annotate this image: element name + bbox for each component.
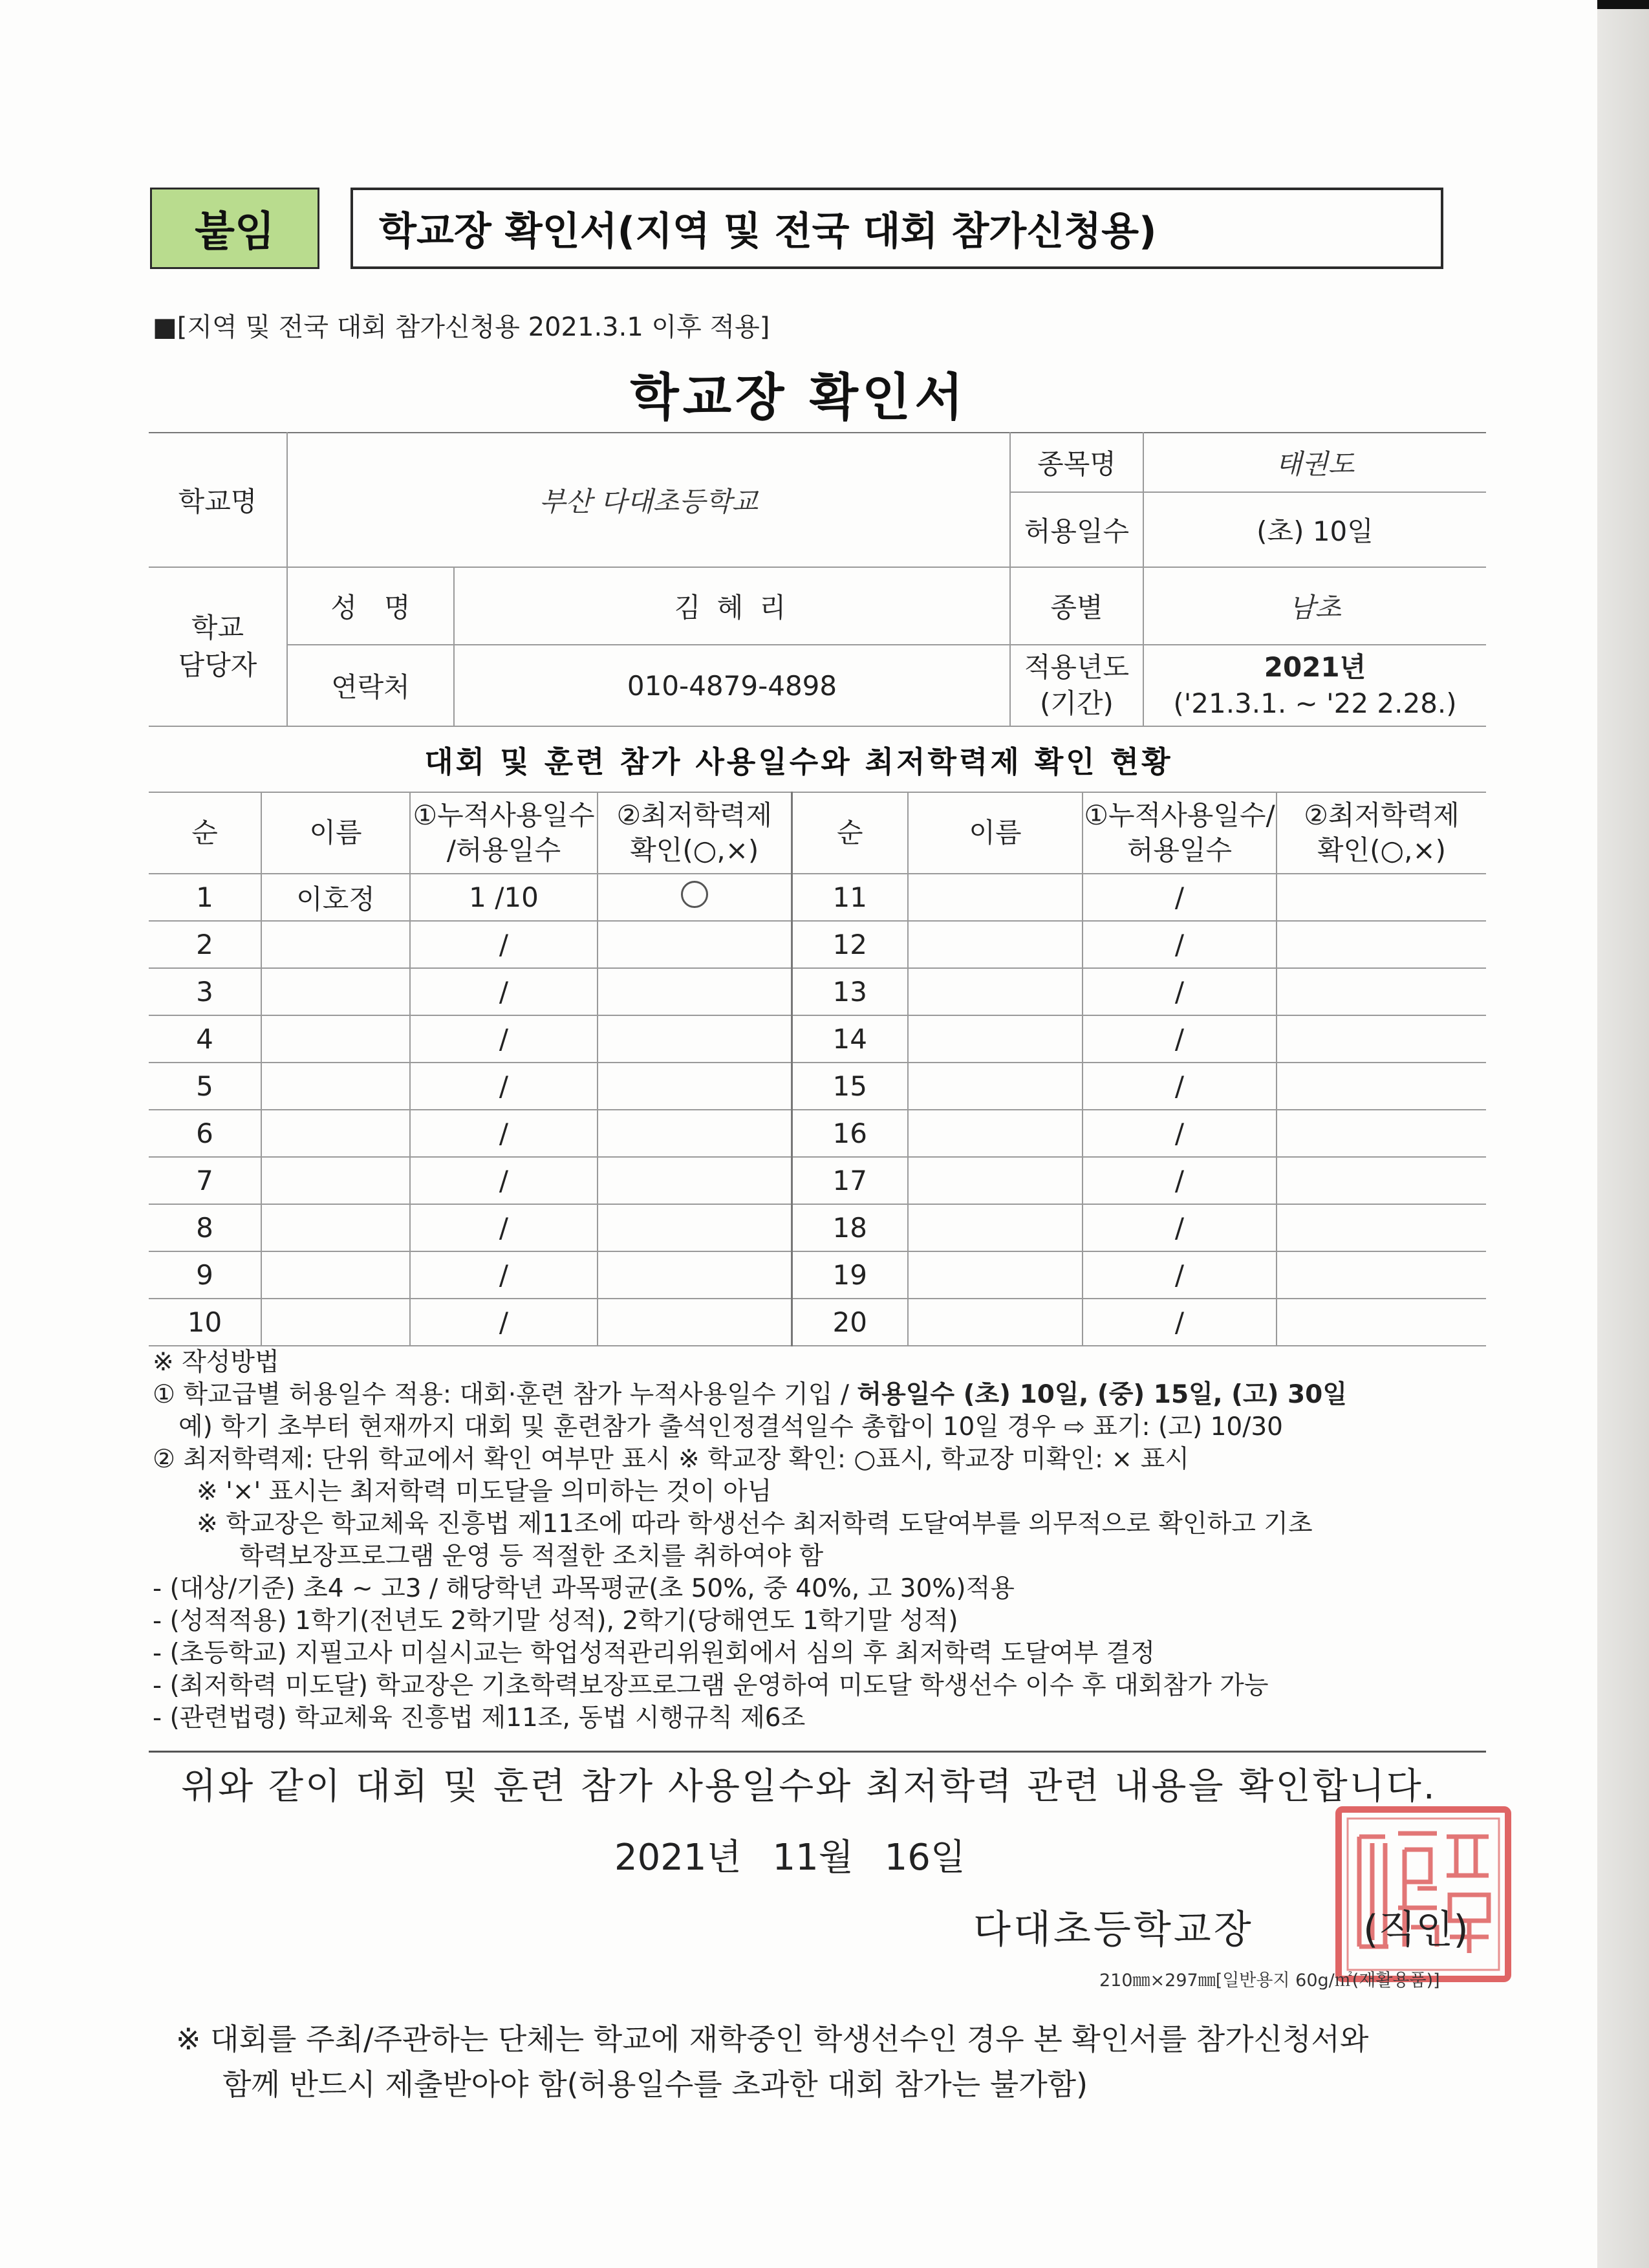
instruction-line: - (대상/기준) 초4 ~ 고3 / 해당학년 과목평균(초 50%, 중 40%, 고 30%)적용 xyxy=(153,1574,1015,1603)
instruction-line: ※ '×' 표시는 최저학력 미도달을 의미하는 것이 아님 xyxy=(197,1477,772,1506)
row-days-left: / xyxy=(410,1157,598,1204)
row-no-right: 20 xyxy=(792,1299,908,1346)
table-body xyxy=(149,874,1486,1346)
table-header-row xyxy=(149,792,1486,874)
scanner-edge xyxy=(1597,0,1649,2268)
col-check-left-line2: 확인(○,×) xyxy=(630,834,759,866)
status-subtitle: 대회 및 훈련 참가 사용일수와 최저학력제 확인 현황 xyxy=(424,744,1173,779)
col-check-left-line1: ②최저학력제 xyxy=(616,799,772,831)
col-check-right xyxy=(1277,792,1486,874)
row-days-right: / xyxy=(1083,1251,1277,1299)
instruction-line: - (관련법령) 학교체육 진흥법 제11조, 동법 시행규칙 제6조 xyxy=(153,1703,806,1733)
col-no-left: 순 xyxy=(149,792,261,874)
instruction-line: ② 최저학력제: 단위 학교에서 확인 여부만 표시 ※ 학교장 확인: ○표시, 학교장 미확인: × 표시 xyxy=(153,1445,1189,1474)
footer-note-line1: ※ 대회를 주최/주관하는 단체는 학교에 재학중인 학생선수인 경우 본 확인서를 참가신청서와 xyxy=(176,2022,1369,2057)
row-name-left xyxy=(261,1204,410,1251)
row-no-right: 16 xyxy=(792,1110,908,1157)
header-title-box: 학교장 확인서(지역 및 전국 대회 참가신청용) xyxy=(350,188,1443,269)
applicability-note: ■[지역 및 전국 대회 참가신청용 2021.3.1 이후 적용] xyxy=(153,312,770,342)
instruction-line-bold: 허용일수 (초) 10일, (중) 15일, (고) 30일 xyxy=(857,1380,1347,1409)
category-label: 종별 xyxy=(1010,567,1143,645)
row-check-right xyxy=(1277,1204,1486,1251)
row-days-right: / xyxy=(1083,1204,1277,1251)
row-no-left: 2 xyxy=(149,921,261,968)
instruction-line: - (최저학력 미도달) 학교장은 기초학력보장프로그램 운영하여 미도달 학생선수 이수 후 대회참가 가능 xyxy=(153,1671,1269,1700)
instruction-line: - (초등학교) 지필고사 미실시교는 학업성적관리위원회에서 심의 후 최저학력 도달여부 결정 xyxy=(153,1639,1156,1668)
row-name-left xyxy=(261,1251,410,1299)
confirmed-circle-icon xyxy=(681,881,708,908)
table-row xyxy=(149,1110,1486,1157)
row-no-right: 17 xyxy=(792,1157,908,1204)
row-check-left xyxy=(598,968,792,1015)
row-days-right: / xyxy=(1083,1157,1277,1204)
row-name-left xyxy=(261,1063,410,1110)
row-name-left xyxy=(261,1015,410,1063)
row-check-right xyxy=(1277,1063,1486,1110)
row-days-right: / xyxy=(1083,1299,1277,1346)
year-value xyxy=(1143,645,1486,726)
row-name-right xyxy=(908,1299,1083,1346)
row-check-left xyxy=(598,1110,792,1157)
official-seal-icon xyxy=(1333,1804,1513,1984)
year-label xyxy=(1010,645,1143,726)
row-days-left: / xyxy=(410,1251,598,1299)
row-name-left xyxy=(261,1157,410,1204)
row-no-right: 13 xyxy=(792,968,908,1015)
row-days-left: / xyxy=(410,1299,598,1346)
row-days-left: / xyxy=(410,1063,598,1110)
row-no-right: 15 xyxy=(792,1063,908,1110)
school-principal-name: 다대초등학교장 xyxy=(973,1907,1254,1952)
instruction-line-part: ① 학교급별 허용일수 적용: 대회·훈련 참가 누적사용일수 기입 / xyxy=(153,1380,857,1409)
row-days-left: / xyxy=(410,1110,598,1157)
table-row xyxy=(149,1251,1486,1299)
contact-value: 010-4879-4898 xyxy=(454,645,1010,726)
row-no-right: 19 xyxy=(792,1251,908,1299)
attachment-badge: 붙임 xyxy=(150,188,319,269)
row-no-left: 6 xyxy=(149,1110,261,1157)
row-check-left xyxy=(598,1063,792,1110)
year-value-line1: 2021년 xyxy=(1264,651,1366,683)
instruction-line: - (성적적용) 1학기(전년도 2학기말 성적), 2학기(당해연도 1학기말 성적) xyxy=(153,1606,958,1636)
col-name-left: 이름 xyxy=(261,792,410,874)
row-check-right xyxy=(1277,874,1486,921)
row-check-right xyxy=(1277,1110,1486,1157)
contact-label: 연락처 xyxy=(287,645,454,726)
table-row xyxy=(149,1157,1486,1204)
instructions xyxy=(153,1346,1511,1734)
name-label: 성 명 xyxy=(287,567,454,645)
event-value: 태권도 xyxy=(1143,433,1486,492)
row-no-right: 14 xyxy=(792,1015,908,1063)
row-no-right: 11 xyxy=(792,874,908,921)
row-name-right xyxy=(908,1063,1083,1110)
row-name-right xyxy=(908,1251,1083,1299)
row-days-right: / xyxy=(1083,874,1277,921)
row-check-right xyxy=(1277,1157,1486,1204)
row-days-right: / xyxy=(1083,968,1277,1015)
row-no-left: 4 xyxy=(149,1015,261,1063)
row-name-right xyxy=(908,1110,1083,1157)
row-days-left: / xyxy=(410,921,598,968)
manager-label-line2: 담당자 xyxy=(178,649,257,681)
row-name-right xyxy=(908,968,1083,1015)
col-days-right-line1: ①누적사용일수/ xyxy=(1084,799,1275,831)
row-days-right: / xyxy=(1083,1110,1277,1157)
row-no-left: 3 xyxy=(149,968,261,1015)
date-day: 16일 xyxy=(884,1837,965,1879)
row-check-left xyxy=(598,1157,792,1204)
table-row xyxy=(149,968,1486,1015)
year-label-line1: 적용년도 xyxy=(1024,651,1130,683)
name-value: 김 혜 리 xyxy=(454,567,1010,645)
info-table xyxy=(149,432,1486,727)
row-no-left: 10 xyxy=(149,1299,261,1346)
school-value: 부산 다대초등학교 xyxy=(287,433,1010,567)
scanner-corner xyxy=(1597,0,1649,9)
col-days-left-line2: /허용일수 xyxy=(446,834,561,866)
instruction-line: 예) 학기 초부터 현재까지 대회 및 훈련참가 출석인정결석일수 총합이 10일 경우 ⇨ 표기: (고) 10/30 xyxy=(178,1412,1283,1442)
col-check-left xyxy=(598,792,792,874)
row-no-left: 8 xyxy=(149,1204,261,1251)
row-days-right: / xyxy=(1083,921,1277,968)
footer-note xyxy=(176,2016,1508,2107)
row-days-right: / xyxy=(1083,1015,1277,1063)
participation-table xyxy=(149,792,1486,1346)
manager-label-line1: 학교 xyxy=(191,612,244,643)
date-month: 11월 xyxy=(772,1837,854,1879)
row-check-right xyxy=(1277,1251,1486,1299)
row-name-right xyxy=(908,1204,1083,1251)
row-name-left: 이호정 xyxy=(261,874,410,921)
row-name-left xyxy=(261,1299,410,1346)
manager-label xyxy=(149,567,287,726)
row-days-left: / xyxy=(410,968,598,1015)
row-check-right xyxy=(1277,1299,1486,1346)
allowed-days-label: 허용일수 xyxy=(1010,492,1143,567)
row-check-right xyxy=(1277,968,1486,1015)
col-no-right: 순 xyxy=(792,792,908,874)
row-check-left xyxy=(598,1299,792,1346)
row-days-left: / xyxy=(410,1204,598,1251)
row-days-right: / xyxy=(1083,1063,1277,1110)
category-value: 남초 xyxy=(1143,567,1486,645)
row-name-left xyxy=(261,921,410,968)
row-no-left: 5 xyxy=(149,1063,261,1110)
document-title: 학교장 확인서 xyxy=(630,369,967,427)
row-days-left: / xyxy=(410,1015,598,1063)
row-no-left: 7 xyxy=(149,1157,261,1204)
row-days-left: 1 /10 xyxy=(410,874,598,921)
year-value-line2: ('21.3.1. ~ '22 2.28.) xyxy=(1173,687,1457,719)
row-check-left xyxy=(598,1204,792,1251)
row-name-left xyxy=(261,1110,410,1157)
row-check-left xyxy=(598,874,792,921)
paper-spec: 210㎜×297㎜[일반용지 60g/㎡(재활용품)] xyxy=(1099,1971,1440,1991)
col-days-right-line2: 허용일수 xyxy=(1126,834,1233,866)
row-no-left: 1 xyxy=(149,874,261,921)
divider xyxy=(149,1751,1486,1753)
instructions-heading: ※ 작성방법 xyxy=(153,1348,279,1377)
col-days-left-line1: ①누적사용일수 xyxy=(413,799,595,831)
col-check-right-line2: 확인(○,×) xyxy=(1317,834,1447,866)
issue-date xyxy=(614,1829,965,1881)
table-row xyxy=(149,1299,1486,1346)
instruction-line: ※ 학교장은 학교체육 진흥법 제11조에 따라 학생선수 최저학력 도달여부를 의무적으로 확인하고 기초 xyxy=(197,1509,1313,1539)
row-name-right xyxy=(908,874,1083,921)
row-no-right: 12 xyxy=(792,921,908,968)
row-check-left xyxy=(598,1251,792,1299)
event-label: 종목명 xyxy=(1010,433,1143,492)
school-label: 학교명 xyxy=(149,433,287,567)
col-check-right-line1: ②최저학력제 xyxy=(1304,799,1460,831)
table-row xyxy=(149,1015,1486,1063)
row-check-left xyxy=(598,921,792,968)
col-name-right: 이름 xyxy=(908,792,1083,874)
table-row xyxy=(149,874,1486,921)
table-row xyxy=(149,1063,1486,1110)
row-name-left xyxy=(261,968,410,1015)
row-name-right xyxy=(908,1157,1083,1204)
footer-note-line2: 함께 반드시 제출받아야 함(허용일수를 초과한 대회 참가는 불가함) xyxy=(222,2067,1088,2102)
year-label-line2: (기간) xyxy=(1040,687,1114,719)
date-year: 2021년 xyxy=(614,1837,742,1879)
table-row xyxy=(149,1204,1486,1251)
instruction-line: 학력보장프로그램 운영 등 적절한 조치를 취하여야 함 xyxy=(239,1542,824,1571)
row-check-left xyxy=(598,1015,792,1063)
allowed-days-value: (초) 10일 xyxy=(1143,492,1486,567)
col-days-left xyxy=(410,792,598,874)
col-days-right xyxy=(1083,792,1277,874)
table-row xyxy=(149,921,1486,968)
row-name-right xyxy=(908,1015,1083,1063)
row-check-right xyxy=(1277,921,1486,968)
row-no-left: 9 xyxy=(149,1251,261,1299)
row-no-right: 18 xyxy=(792,1204,908,1251)
row-name-right xyxy=(908,921,1083,968)
row-check-right xyxy=(1277,1015,1486,1063)
seal-label: (직인) xyxy=(1363,1907,1469,1952)
instruction-line xyxy=(153,1379,1511,1411)
confirmation-statement: 위와 같이 대회 및 훈련 참가 사용일수와 최저학력 관련 내용을 확인합니다. xyxy=(181,1766,1437,1808)
